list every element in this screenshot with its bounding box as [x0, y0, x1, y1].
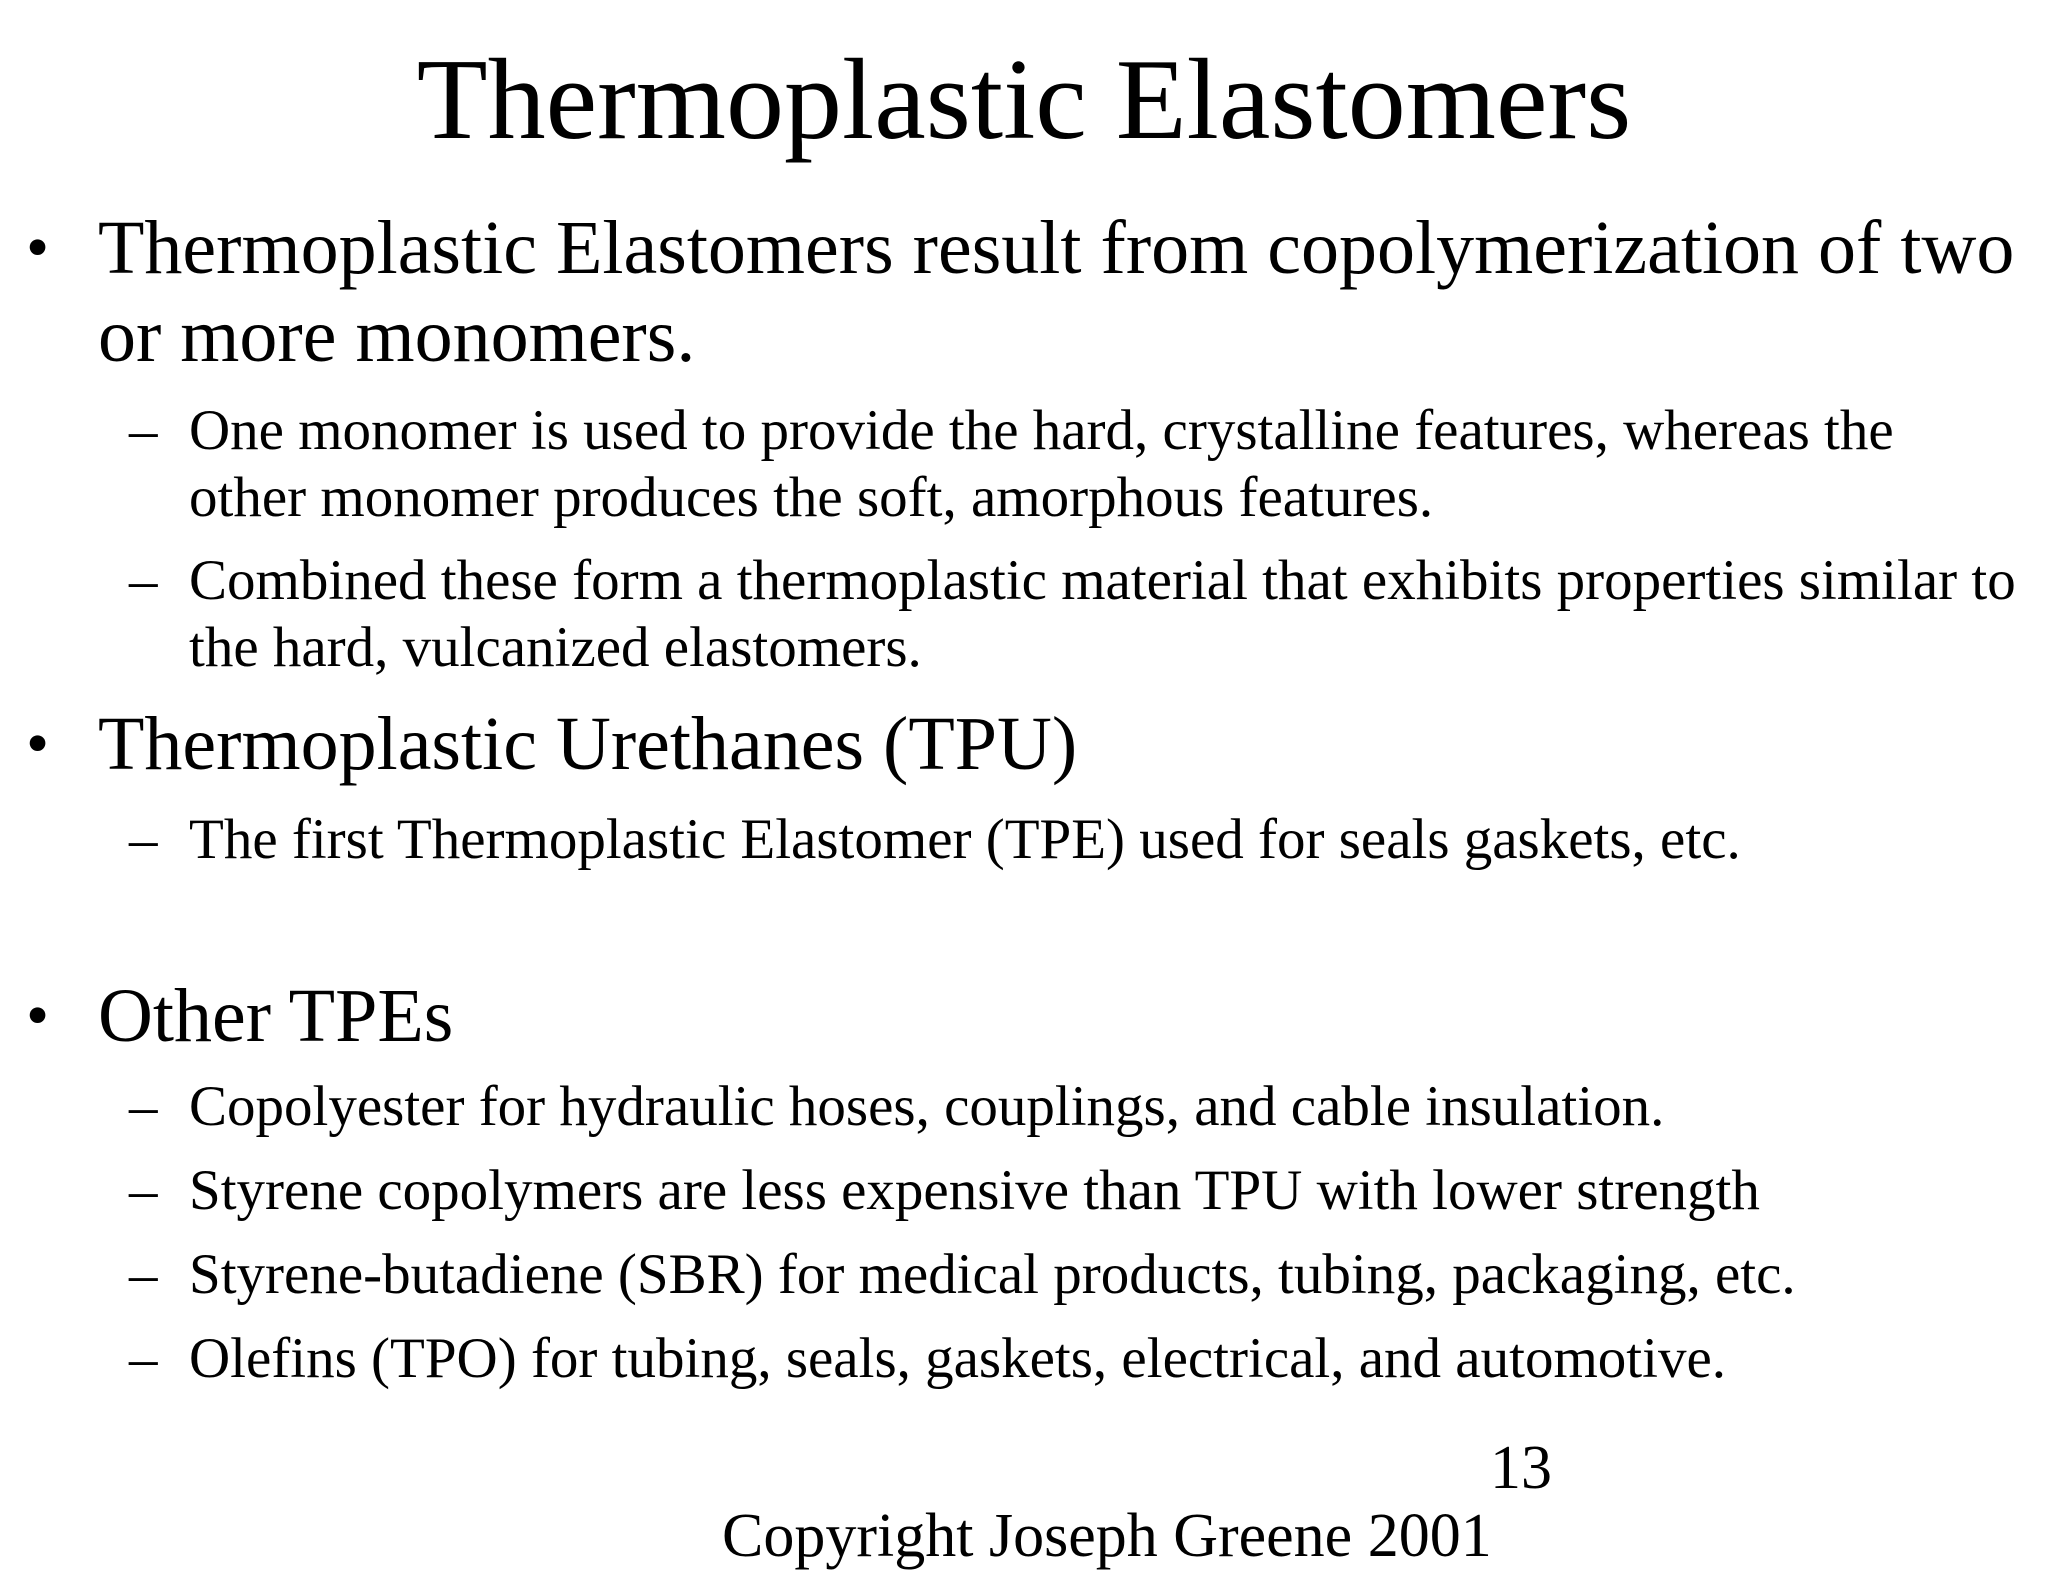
sub-item-marker: –: [129, 549, 158, 612]
sub-item-marker: –: [129, 1243, 158, 1306]
sub-item-combined-properties: [129, 547, 2019, 681]
bullet-other-tpes: [26, 972, 2018, 1060]
sub-item-text: Styrene-butadiene (SBR) for medical products, tubing, packaging, etc.: [189, 1243, 1796, 1306]
sub-item-text: Combined these form a thermoplastic material that exhibits properties similar to the hard, vulcanized elastomers.: [189, 549, 2016, 679]
sub-item-first-tpe: [129, 806, 2019, 873]
sub-item-text: Copolyester for hydraulic hoses, couplings, and cable insulation.: [189, 1075, 1665, 1138]
bullet-marker: •: [26, 979, 50, 1052]
sub-item-copolyester: [129, 1073, 2019, 1140]
bullet-text: Other TPEs: [98, 974, 454, 1058]
bullet-marker: •: [26, 211, 50, 284]
sub-item-text: Olefins (TPO) for tubing, seals, gaskets, electrical, and automotive.: [189, 1327, 1726, 1390]
page-number: 13: [1490, 1434, 1552, 1502]
sub-item-hard-soft-features: [129, 397, 2019, 531]
sub-item-marker: –: [129, 1159, 158, 1222]
bullet-tpu: [26, 700, 2018, 788]
sub-item-olefins: [129, 1325, 2019, 1392]
sub-item-text: One monomer is used to provide the hard, crystalline features, whereas the other monomer produces the soft, amorphous features.: [189, 399, 1894, 529]
sub-item-styrene-copolymers: [129, 1157, 2019, 1224]
sub-item-marker: –: [129, 1327, 158, 1390]
bullet-copolymerization: [26, 204, 2018, 380]
sub-item-sbr: [129, 1241, 2019, 1308]
sub-item-text: The first Thermoplastic Elastomer (TPE) used for seals gaskets, etc.: [189, 808, 1741, 871]
bullet-text: Thermoplastic Elastomers result from copolymerization of two or more monomers.: [98, 206, 2015, 378]
sub-item-marker: –: [129, 1075, 158, 1138]
slide-title: Thermoplastic Elastomers: [416, 36, 1632, 164]
copyright-notice: Copyright Joseph Greene 2001: [722, 1502, 1492, 1570]
bullet-marker: •: [26, 707, 50, 780]
sub-item-text: Styrene copolymers are less expensive than TPU with lower strength: [189, 1159, 1760, 1222]
sub-item-marker: –: [129, 808, 158, 871]
bullet-text: Thermoplastic Urethanes (TPU): [98, 702, 1078, 786]
sub-item-marker: –: [129, 399, 158, 462]
